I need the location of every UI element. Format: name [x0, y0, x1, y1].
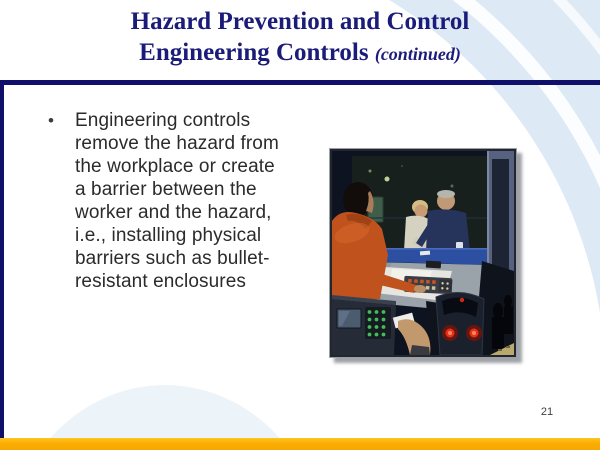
ticket-booth-photo [329, 148, 517, 358]
bullet-item [48, 109, 320, 293]
slide-title-continued: (continued) [374, 44, 461, 64]
accent-bar [0, 438, 600, 450]
bullet-line: i.e., installing physical [75, 225, 262, 246]
bullet-marker: • [48, 111, 54, 130]
bullet-line: Engineering controls [75, 110, 251, 131]
title-divider-rule [0, 80, 600, 85]
slide-title [0, 6, 600, 70]
left-border-line [0, 85, 4, 438]
page-number: 21 [540, 406, 554, 418]
bullet-line: a barrier between the [75, 179, 257, 200]
bullet-line: remove the hazard from [75, 133, 279, 154]
bullet-line: the workplace or create [75, 156, 275, 177]
bullet-line: worker and the hazard, [75, 202, 272, 223]
bullet-text [75, 109, 279, 293]
bullet-line: resistant enclosures [75, 271, 246, 292]
slide-title-line2: Engineering Controls (continued) [139, 39, 461, 66]
slide-title-line1: Hazard Prevention and Control [130, 8, 470, 35]
bullet-line: barriers such as bullet- [75, 248, 270, 269]
